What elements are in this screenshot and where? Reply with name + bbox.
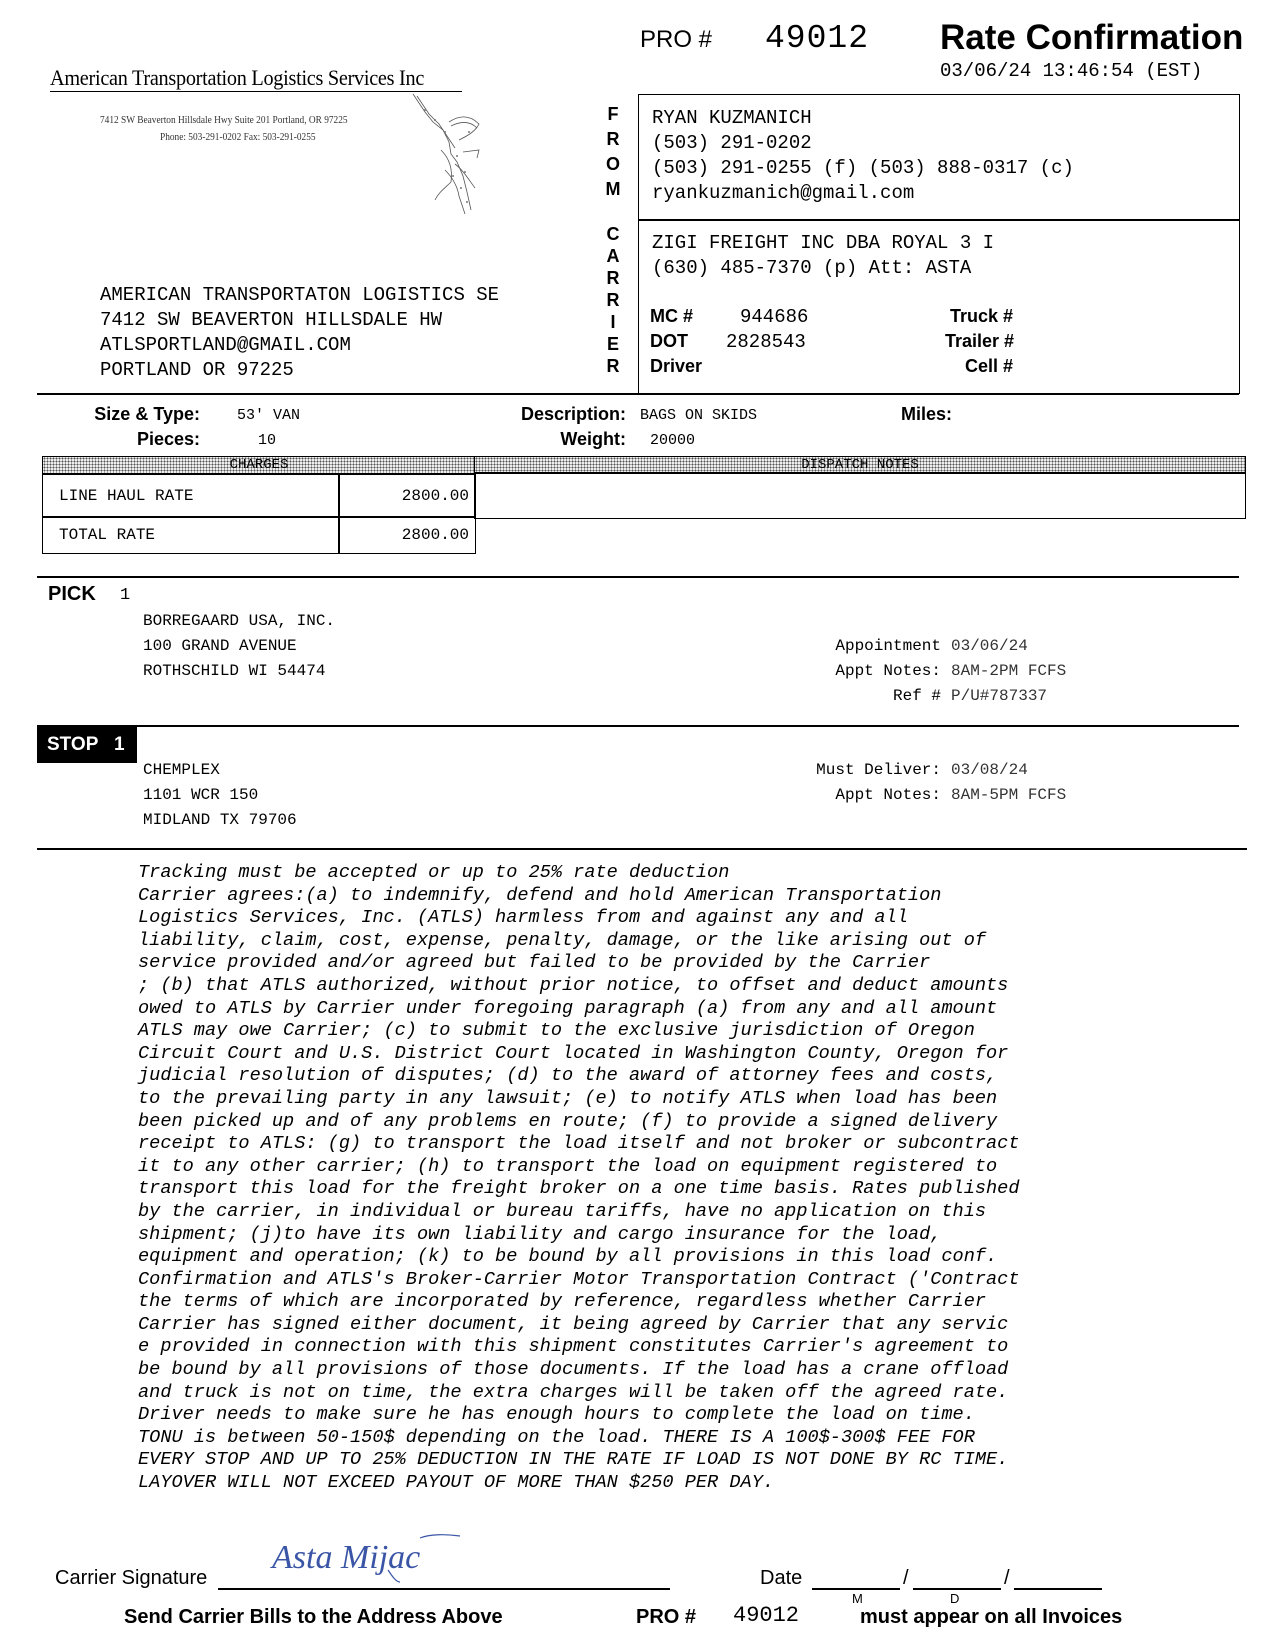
stop-label: STOP: [47, 734, 99, 755]
from-letter: R: [606, 129, 620, 149]
ref-value: P/U#787337: [951, 687, 1048, 705]
date-separator: /: [903, 1567, 909, 1589]
carrier-letter: R: [606, 290, 620, 310]
stop-rule: [37, 725, 1239, 727]
company-name: American Transportation Logistics Services Inc: [50, 65, 425, 90]
carrier-letter: A: [606, 246, 620, 266]
broker-city: PORTLAND OR 97225: [100, 359, 294, 381]
send-bills-note: Send Carrier Bills to the Address Above: [124, 1606, 503, 1628]
charge-row-label-cell: [42, 474, 340, 518]
date-separator: /: [1004, 1567, 1010, 1589]
dispatch-notes-header-text: DISPATCH NOTES: [801, 457, 919, 473]
from-email[interactable]: ryankuzmanich@gmail.com: [652, 182, 915, 204]
must-deliver-value: 03/08/24: [951, 761, 1028, 779]
carrier-letter: R: [606, 356, 620, 376]
appointment-label: Appointment: [835, 637, 941, 655]
stop-street: 1101 WCR 150: [143, 786, 259, 804]
stop-name: CHEMPLEX: [143, 761, 220, 779]
carrier-name: ZIGI FREIGHT INC DBA ROYAL 3 I: [652, 232, 995, 254]
day-hint: D: [950, 1591, 960, 1606]
month-hint: M: [852, 1591, 863, 1606]
total-rate-amount: 2800.00: [401, 526, 469, 544]
cell-label: Cell #: [965, 356, 1014, 376]
dot-value: 2828543: [726, 331, 806, 353]
date-year-line[interactable]: [1014, 1588, 1102, 1590]
from-letter: O: [605, 154, 620, 174]
pick-appt-notes-value: 8AM-2PM FCFS: [951, 662, 1067, 680]
eagle-icon: [405, 92, 485, 217]
broker-name: AMERICAN TRANSPORTATON LOGISTICS SE: [100, 284, 500, 306]
dispatch-notes-area: [474, 472, 1246, 519]
carrier-phone: (630) 485-7370 (p) Att: ASTA: [652, 257, 972, 279]
size-type-label: Size & Type:: [94, 404, 200, 424]
charge-row-amount-cell: [338, 474, 476, 518]
driver-label: Driver: [650, 356, 703, 376]
mc-value: 944686: [740, 306, 809, 328]
carrier-letter: R: [606, 268, 620, 288]
company-name-underline: [50, 91, 462, 92]
pieces-value: 10: [258, 432, 277, 449]
dot-label: DOT: [650, 331, 688, 351]
document-title: Rate Confirmation: [940, 18, 1244, 57]
broker-street: 7412 SW BEAVERTON HILLSDALE HW: [100, 309, 443, 331]
line-haul-label: LINE HAUL RATE: [59, 487, 194, 505]
footer-pro-number: 49012: [733, 1603, 800, 1628]
pick-city: ROTHSCHILD WI 54474: [143, 662, 326, 680]
carrier-signature: [270, 1532, 470, 1584]
company-phones: Phone: 503-291-0202 Fax: 503-291-0255: [160, 131, 316, 143]
carrier-letter: I: [610, 312, 616, 332]
company-address: 7412 SW Beaverton Hillsdale Hwy Suite 201 Portland, OR 97225: [100, 114, 348, 126]
date-day-line[interactable]: [913, 1588, 1001, 1590]
mc-label: MC #: [650, 306, 694, 326]
date-label: Date: [760, 1567, 803, 1589]
from-carrier-divider: [638, 219, 1240, 221]
stop-badge: [37, 727, 137, 763]
size-type-value: 53' VAN: [237, 407, 301, 424]
line-haul-amount: 2800.00: [401, 487, 469, 505]
pick-rule: [37, 576, 1239, 578]
charge-row-label-cell: [42, 516, 340, 554]
from-phones-fax-cell: (503) 291-0255 (f) (503) 888-0317 (c): [652, 157, 1074, 179]
pick-street: 100 GRAND AVENUE: [143, 637, 297, 655]
pick-label: PICK: [48, 583, 96, 605]
stop-city: MIDLAND TX 79706: [143, 811, 297, 829]
appointment-value: 03/06/24: [951, 637, 1028, 655]
from-letter: F: [607, 104, 619, 124]
charges-header-text: CHARGES: [229, 457, 289, 473]
charges-header: [42, 456, 476, 474]
pick-appt-notes-label: Appt Notes:: [835, 662, 941, 680]
must-deliver-label: Must Deliver:: [816, 761, 941, 779]
weight-label: Weight:: [560, 429, 626, 449]
trailer-label: Trailer #: [945, 331, 1015, 351]
description-value: BAGS ON SKIDS: [640, 407, 758, 424]
truck-label: Truck #: [950, 306, 1014, 326]
broker-email[interactable]: ATLSPORTLAND@GMAIL.COM: [100, 334, 351, 356]
ref-label: Ref #: [892, 687, 941, 705]
pick-name: BORREGAARD USA, INC.: [143, 612, 336, 630]
header-rule: [37, 393, 1239, 395]
carrier-signature-label: Carrier Signature: [55, 1567, 208, 1589]
signature-text: Asta Mijac: [272, 1539, 421, 1576]
stop-appt-notes-label: Appt Notes:: [835, 786, 941, 804]
stop-appt-notes-value: 8AM-5PM FCFS: [951, 786, 1067, 804]
date-month-line[interactable]: [812, 1588, 900, 1590]
from-phone: (503) 291-0202: [652, 132, 812, 154]
from-letter: M: [605, 179, 621, 199]
charge-row-amount-cell: [338, 516, 476, 554]
pro-label: PRO #: [640, 26, 713, 53]
footer-pro-label: PRO #: [636, 1606, 697, 1628]
document-datetime: 03/06/24 13:46:54 (EST): [940, 60, 1203, 82]
terms-rule: [37, 848, 1247, 850]
weight-value: 20000: [650, 432, 696, 449]
miles-label: Miles:: [900, 404, 952, 424]
from-name: RYAN KUZMANICH: [652, 107, 812, 129]
pro-number: 49012: [765, 20, 870, 57]
total-rate-label: TOTAL RATE: [59, 526, 156, 544]
description-label: Description:: [520, 404, 626, 424]
terms-and-conditions: Tracking must be accepted or up to 25% rate deduction Carrier agrees:(a) to indemnify, defend and hold American Transportation Logistics Services, Inc. (ATLS) harmless from and against any and all liability, claim, cost, expense, penalty, damage, or the like arising out of service provided and/or agreed but failed to be provided by the Carrier ; (b) that ATLS authorized, without prior notice, to offset and deduct amounts owed to ATLS by Carrier under foregoing paragraph (a) from any and all amount ATLS may owe Carrier; (c) to submit to the exclusive jurisdiction of Oregon Circuit Court and U.S. District Court located in Washington County, Oregon for judicial resolution of disputes; (d) to the award of attorney fees and costs, to the prevailing party in any lawsuit; (e) to notify ATLS when load has been been picked up and of any problems en route; (f) to provide a signed delivery receipt to ATLS: (g) to transport the load itself and not broker or subcontract it to any other carrier; (h) to transport the load on equipment registered to transport this load for the freight broker on a one time basis. Rates published by the carrier, in individual or bureau tariffs, have no application on this shipment; (j)to have its own liability and cargo insurance for the load, equipment and operation; (k) to be bound by all provisions in this load conf. Confirmation and ATLS's Broker-Carrier Motor Transportation Contract ('Contract the terms of which are incorporated by reference, regardless whether Carrier Carrier has signed either document, it being agreed by Carrier that any servic e provided in connection with this shipment constitutes Carrier's agreement to be bound by all provisions of those documents. If the load has a crane offload and truck is not on time, the extra charges will be taken off the agreed rate. Driver needs to make sure he has enough hours to complete the load on time. TONU is between 50-150$ depending on the load. THERE IS A 100$-300$ FEE FOR EVERY STOP AND UP TO 25% DEDUCTION IN THE RATE IF LOAD IS NOT DONE BY RC TIME. LAYOVER WILL NOT EXCEED PAYOUT OF MORE THAN $250 PER DAY.: [138, 862, 1020, 1494]
invoice-note: must appear on all Invoices: [860, 1606, 1123, 1628]
stop-number: 1: [114, 734, 125, 755]
pick-number: 1: [120, 586, 131, 605]
signature-line[interactable]: [218, 1588, 670, 1590]
pieces-label: Pieces:: [136, 429, 200, 449]
carrier-letter: E: [606, 334, 619, 354]
carrier-letter: C: [606, 224, 620, 244]
